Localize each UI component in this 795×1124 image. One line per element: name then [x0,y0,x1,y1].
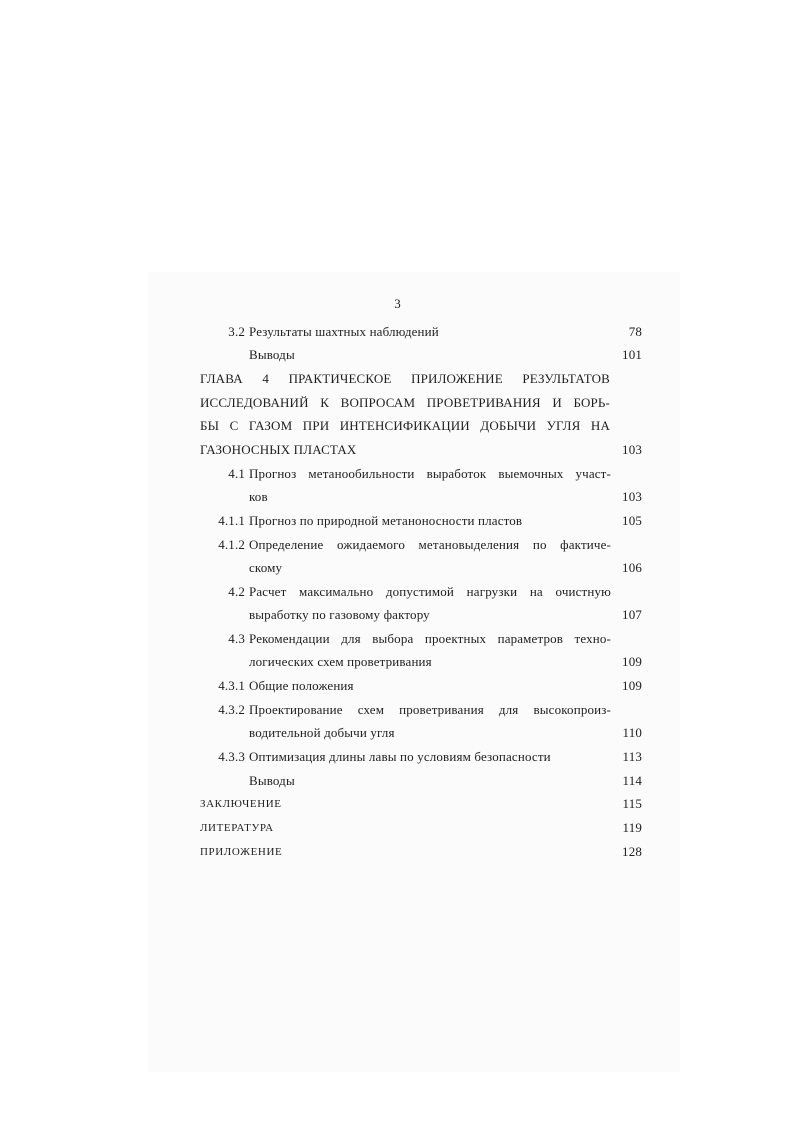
toc-entry-page: 78 [628,324,642,339]
toc-entry-page: 110 [622,725,642,740]
toc-entry-4-1-cont [200,487,642,507]
toc-entry-title: ГЛАВА 4 ПРАКТИЧЕСКОЕ ПРИЛОЖЕНИЕ РЕЗУЛЬТАТОВ [200,371,610,386]
toc-entry-number: 3.2 [228,324,245,339]
toc-entry-4-3 [200,629,642,649]
toc-entry-4-3-cont [200,652,642,672]
toc-entry-page: 128 [622,844,642,859]
toc-entry-page: 103 [622,489,642,504]
toc-entry-page: 109 [622,678,642,693]
toc-entry-title: скому [249,560,283,575]
toc-entry-title: БЫ С ГАЗОМ ПРИ ИНТЕНСИФИКАЦИИ ДОБЫЧИ УГЛЯ НА [200,418,610,433]
toc-entry-title: Результаты шахтных наблюдений [249,324,439,339]
page-number: 3 [394,296,401,311]
toc-entry-4-3-3 [200,747,642,767]
toc-entry-conclusions-ch4 [200,771,642,791]
toc-entry-4-2 [200,582,642,602]
toc-entry-chapter-4-line-1 [200,369,642,389]
toc-entry-conclusions-ch3 [200,345,642,365]
toc-entry-chapter-4-line-4 [200,440,642,460]
toc-entry-title: ПРИЛОЖЕНИЕ [200,846,283,858]
toc-entry-title: Проектирование схем проветривания для высокопроиз- [249,702,611,717]
toc-entry-title: Выводы [249,773,295,788]
toc-entry-chapter-4-line-2 [200,393,642,413]
toc-entry-number: 4.3.2 [218,702,245,717]
toc-entry-title: ИССЛЕДОВАНИЙ К ВОПРОСАМ ПРОВЕТРИВАНИЯ И БОРЬ- [200,395,610,410]
toc-entry-page: 106 [622,560,642,575]
toc-entry-page: 119 [622,820,642,835]
toc-entry-number: 4.3.3 [218,749,245,764]
toc-entry-title: Определение ожидаемого метановыделения по фактиче- [249,537,611,552]
toc-entry-4-1 [200,464,642,484]
toc-entry-page: 113 [622,749,642,764]
toc-entry-title: Расчет максимально допустимой нагрузки на очистную [249,584,611,599]
toc-entry-4-1-2 [200,535,642,555]
toc-entry-title: Общие положения [249,678,354,693]
toc-entry-title: выработку по газовому фактору [249,607,430,622]
toc-entry-page: 107 [622,607,642,622]
toc-entry-literature [200,818,642,838]
toc-entry-4-3-1 [200,676,642,696]
toc-entry-number: 4.1.2 [218,537,245,552]
toc-entry-appendix [200,842,642,862]
toc-entry-4-1-1 [200,511,642,531]
toc-entry-number: 4.1.1 [218,513,245,528]
toc-entry-page: 103 [622,442,642,457]
toc-entry-number: 4.1 [228,466,245,481]
toc-entry-page: 114 [622,773,642,788]
toc-entry-4-1-2-cont [200,558,642,578]
toc-entry-number: 4.2 [228,584,245,599]
toc-entry-title: Выводы [249,347,295,362]
toc-entry-4-3-2 [200,700,642,720]
toc-entry-chapter-4-line-3 [200,416,642,436]
toc-entry-page: 105 [622,513,642,528]
toc-entry-title: Прогноз по природной метаноносности пластов [249,513,523,528]
toc-entry-page: 115 [622,796,642,811]
toc-entry-page: 109 [622,654,642,669]
toc-entry-title: ков [249,489,268,504]
toc-entry-conclusion [200,794,642,814]
toc-entry-4-3-2-cont [200,723,642,743]
toc-entry-number: 4.3.1 [218,678,245,693]
toc-entry-title: Оптимизация длины лавы по условиям безопасности [249,749,551,764]
toc-entry-title: ЗАКЛЮЧЕНИЕ [200,798,282,810]
toc-entry-title: Рекомендации для выбора проектных параметров техно- [249,631,611,646]
toc-entry-title: водительной добычи угля [249,725,395,740]
toc-entry-page: 101 [622,347,642,362]
toc-entry-3-2 [200,322,642,342]
toc-entry-title: ЛИТЕРАТУРА [200,822,274,834]
toc-entry-title: логических схем проветривания [249,654,432,669]
toc-entry-number: 4.3 [228,631,245,646]
toc-entry-4-2-cont [200,605,642,625]
toc-entry-title: Прогноз метанообильности выработок выемочных участ- [249,466,611,481]
toc-entry-title: ГАЗОНОСНЫХ ПЛАСТАХ [200,442,357,457]
